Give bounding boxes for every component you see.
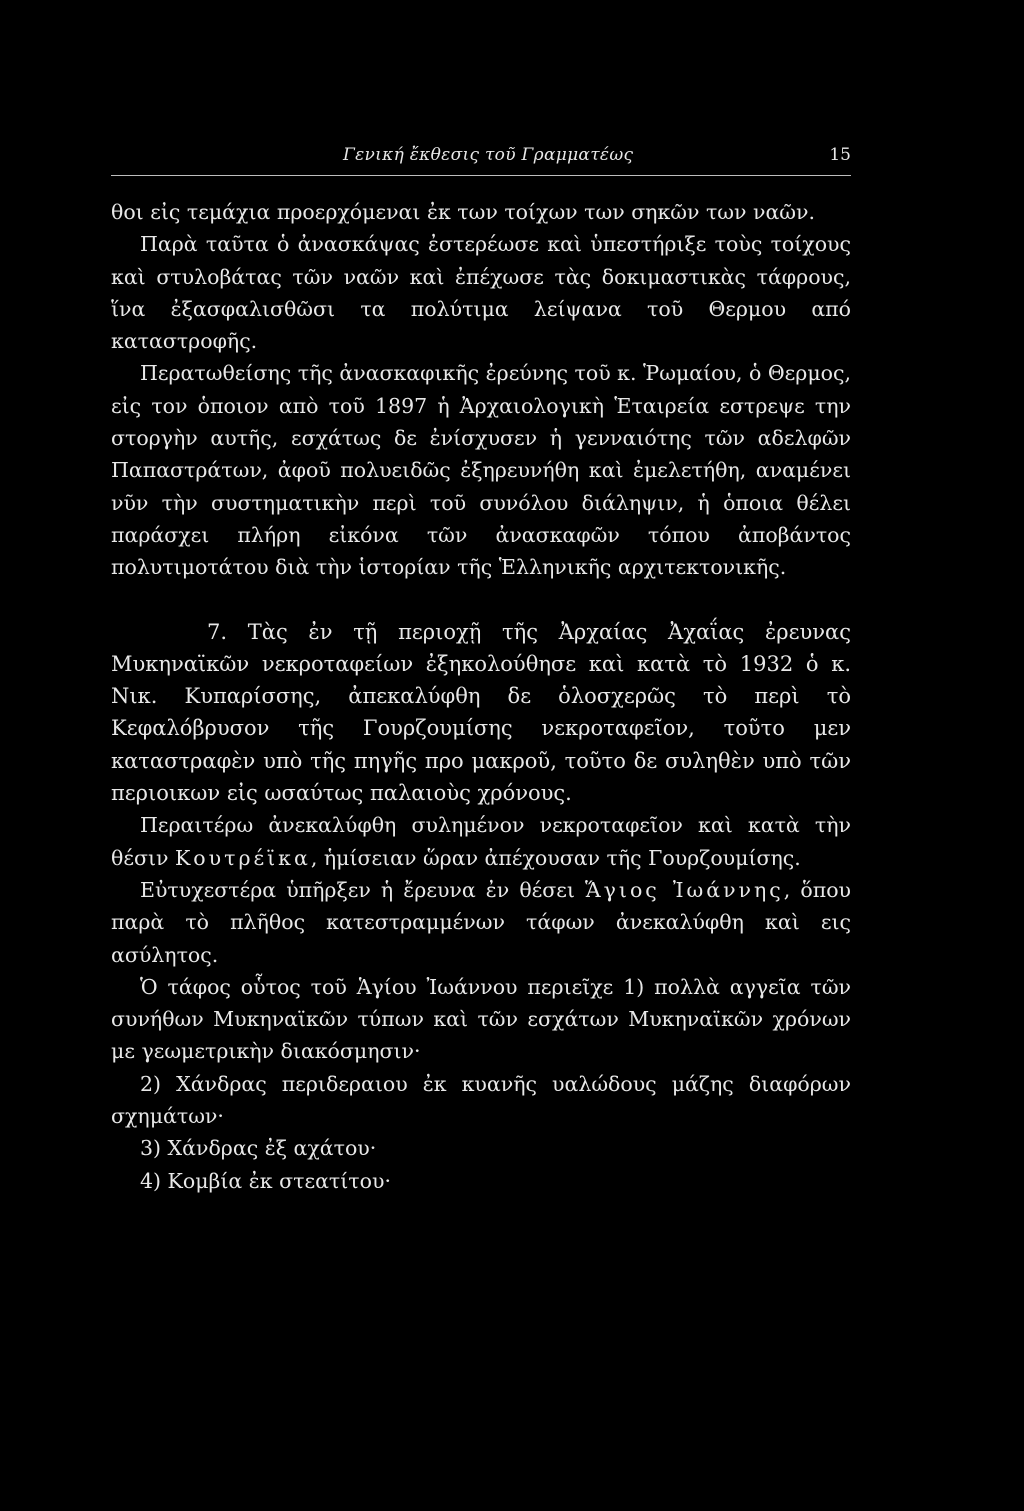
list-item-4: 4) Κομβία ἐκ στεατίτου· <box>140 1168 391 1193</box>
place-name-agios-ioannis: Ἅγιος Ἰωάννης <box>585 877 784 902</box>
paragraph-tomb-contents: Ὁ τάφος οὗτος τοῦ Ἁγίου Ἰωάννου περιεῖχε 1) πολλὰ αγγεῖα τῶν συνήθων Μυκηναϊκῶν τύπων καὶ τῶν εσχάτων Μυκηναϊκῶν χρόνων με γεωμετρικὴν διακόσμησιν· <box>111 974 851 1064</box>
place-name-koutreika: Κουτρέϊκα <box>174 845 311 870</box>
running-head <box>111 145 851 173</box>
paragraph-koutreika-tail: , ἡμίσειαν ὥραν ἀπέχουσαν τῆς Γουρζουμίσης. <box>310 845 801 870</box>
paragraph-1: θοι εἰς τεμάχια προερχόμεναι ἐκ των τοίχων των σηκῶν των ναῶν. <box>111 200 816 224</box>
header-rule <box>111 175 851 176</box>
list-item-3: 3) Χάνδρας ἐξ αχάτου· <box>140 1136 377 1161</box>
paragraph-agios-ioannis <box>111 874 851 971</box>
paragraph-koutreika <box>111 809 851 874</box>
list-item-2: 2) Χάνδρας περιδεραιου ἐκ κυανῆς υαλώδους μάζης διαφόρων σχημάτων· <box>111 1071 851 1129</box>
running-head-title: Γενική ἔκθεσις τοῦ Γραμματέως <box>343 145 634 165</box>
section-7-paragraph: 7. Τὰς ἐν τῇ περιοχῇ τῆς Ἀρχαίας Ἀχαΐας ἐρευνας Μυκηναϊκῶν νεκροταφείων ἐξηκολούθησε καὶ κατὰ τὸ 1932 ὁ κ. Νικ. Κυπαρίσσης, ἀπεκαλύφθη δε ὁλοσχερῶς τὸ περὶ τὸ Κεφαλόβρυσον τῆς Γουρζουμίσης νεκροταφεῖον, τοῦτο μεν καταστραφὲν υπὸ τῆς πηγῆς προ μακροῦ, τοῦτο δε συληθὲν υπὸ τῶν περιοικων εἰς ωσαύτως παλαιοὺς χρόνους. <box>111 619 851 806</box>
paragraph-2: Παρὰ ταῦτα ὁ ἀνασκάψας ἐστερέωσε καὶ ὑπεστήριξε τοὺς τοίχους καὶ στυλοβάτας τῶν ναῶν καὶ ἐπέχωσε τὰς δοκιμαστικὰς τάφρους, ἵνα ἐξασφαλισθῶσι τα πολύτιμα λείψανα τοῦ Θερμου από καταστροφῆς. <box>111 232 851 354</box>
paragraph-3: Περατωθείσης τῆς ἀνασκαφικῆς ἐρεύνης τοῦ κ. Ῥωμαίου, ὁ Θερμος, εἰς τον ὁποιον απὸ τοῦ 1897 ἡ Ἀρχαιολογικὴ Ἑταιρεία εστρεψε την στοργὴν αυτῆς, εσχάτως δε ἐνίσχυσεν ἡ γενναιότης τῶν αδελφῶν Παπαστράτων, ἀφοῦ πολυειδῶς ἐξηρευνήθη καὶ ἐμελετήθη, αναμένει νῦν τὴν συστηματικὴν περὶ τοῦ συνόλου διάληψιν, ἡ ὁποια θέλει παράσχει πλήρη εἰκόνα τῶν ἀνασκαφῶν τόπου ἀποβάντος πολυτιμοτάτου διὰ τὴν ἱστορίαν τῆς Ἑλληνικῆς αρχιτεκτονικῆς. <box>111 361 851 580</box>
paragraph-agios-tail: , ὅπου παρὰ τὸ πλῆθος κατεστραμμένων τάφων ἀνεκαλύφθη καὶ εις ασύλητος. <box>111 877 851 967</box>
paragraph-agios-lead: Εὐτυχεστέρα ὑπῆρξεν ἡ ἔρευνα ἐν θέσει <box>140 877 586 902</box>
body-text <box>111 196 851 1197</box>
page-number: 15 <box>829 145 851 165</box>
paragraph-koutreika-lead: Περαιτέρω ἀνεκαλύφθη συλημένον νεκροταφεῖον καὶ κατὰ τὴν θέσιν <box>111 813 851 870</box>
